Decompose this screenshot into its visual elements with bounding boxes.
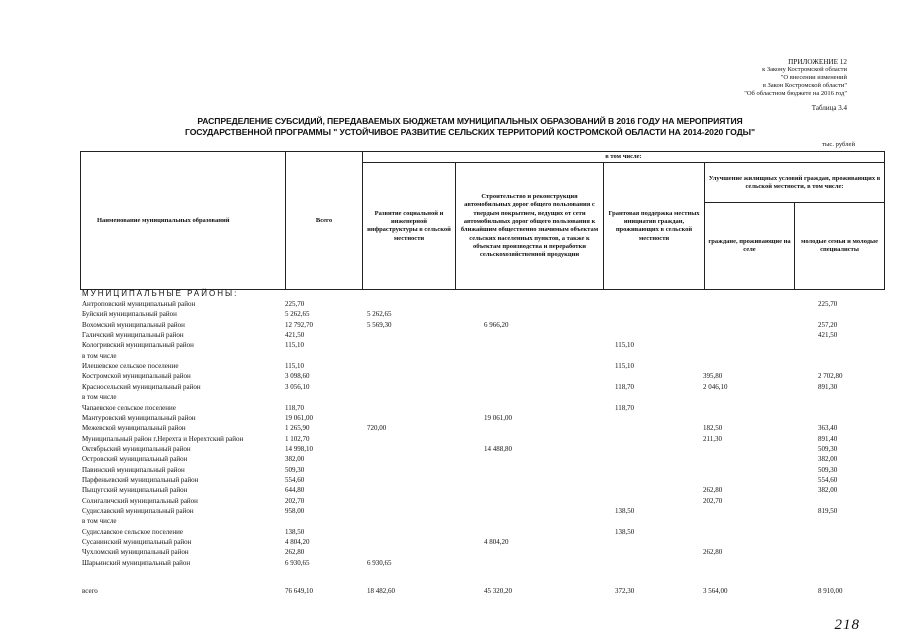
appendix-block bbox=[744, 58, 847, 98]
table-row bbox=[0, 497, 905, 507]
title-line-2: ГОСУДАРСТВЕННОЙ ПРОГРАММЫ " УСТОЙЧИВОЕ РАЗВИТИЕ СЕЛЬСКИХ ТЕРРИТОРИЙ КОСТРОМСКОЙ ОБЛАСТИ НА 2014-2020 ГОДЫ" bbox=[185, 127, 755, 137]
cell-total: 19 061,00 bbox=[285, 413, 313, 422]
table-row bbox=[0, 445, 905, 455]
cell-total: 115,10 bbox=[285, 341, 304, 350]
table-row bbox=[0, 548, 905, 558]
cell-d: 395,80 bbox=[703, 372, 723, 381]
cell-name: Муниципальный район г.Нерехта и Нерехтский район bbox=[82, 434, 244, 443]
cell-e: 891,40 bbox=[818, 434, 838, 443]
total-cell-e: 8 910,00 bbox=[818, 587, 843, 595]
table-row bbox=[0, 383, 905, 393]
header-name: Наименование муниципальных образований bbox=[81, 152, 286, 290]
table-row bbox=[0, 414, 905, 424]
document-title bbox=[150, 116, 790, 138]
cell-e: 509,30 bbox=[818, 465, 838, 474]
cell-total: 14 998,10 bbox=[285, 444, 313, 453]
cell-e: 554,60 bbox=[818, 475, 838, 484]
cell-total: 202,70 bbox=[285, 496, 305, 505]
totals-row bbox=[0, 587, 905, 597]
total-cell-d: 3 564,00 bbox=[703, 587, 728, 595]
cell-c: 118,70 bbox=[615, 382, 634, 391]
header-young: молодые семьи и молодые специалисты bbox=[795, 203, 885, 290]
appendix-line: в Закон Костромской области" bbox=[762, 82, 847, 89]
cell-b: 19 061,00 bbox=[484, 413, 512, 422]
appendix-line: ПРИЛОЖЕНИЕ 12 bbox=[788, 58, 847, 66]
cell-e: 2 702,80 bbox=[818, 372, 843, 381]
cell-a: 6 930,65 bbox=[367, 558, 392, 567]
cell-total: 138,50 bbox=[285, 527, 305, 536]
table-row bbox=[0, 321, 905, 331]
table-row bbox=[0, 352, 905, 362]
table-row bbox=[0, 404, 905, 414]
cell-a: 5 569,30 bbox=[367, 320, 392, 329]
cell-e: 363,40 bbox=[818, 424, 838, 433]
cell-d: 182,50 bbox=[703, 424, 723, 433]
table-row bbox=[0, 466, 905, 476]
total-cell-b: 45 320,20 bbox=[484, 587, 512, 595]
table-row bbox=[0, 362, 905, 372]
cell-total: 225,70 bbox=[285, 300, 305, 308]
header-social: Развитие социальной и инженерной инфраструктуры в сельской местности bbox=[363, 163, 456, 290]
table-row bbox=[0, 372, 905, 382]
cell-e: 891,30 bbox=[818, 382, 838, 391]
page-number: 218 bbox=[834, 617, 860, 633]
header-roads: Строительство и реконструкция автомобильных дорог общего пользования с твердым покрытием, ведущих от сети автомобильных дорог общего пользования к ближайшим общественно значимым объектам сельских населенных пунктов, а также к объектам производства и переработки сельскохозяйственной продукции bbox=[456, 163, 604, 290]
title-line-1: РАСПРЕДЕЛЕНИЕ СУБСИДИЙ, ПЕРЕДАВАЕМЫХ БЮДЖЕТАМ МУНИЦИПАЛЬНЫХ ОБРАЗОВАНИЙ В 2016 ГОДУ НА МЕРОПРИЯТИЯ bbox=[197, 116, 743, 126]
cell-d: 211,30 bbox=[703, 434, 722, 443]
table-row bbox=[0, 300, 905, 310]
table-row bbox=[0, 435, 905, 445]
cell-name: Костромской муниципальный район bbox=[82, 372, 191, 381]
cell-e: 421,50 bbox=[818, 331, 838, 340]
cell-total: 3 098,60 bbox=[285, 372, 310, 381]
cell-b: 6 966,20 bbox=[484, 320, 509, 329]
cell-name: Мантуровский муниципальный район bbox=[82, 413, 196, 422]
cell-name: Сусанинский муниципальный район bbox=[82, 538, 192, 547]
cell-name: Судиславский муниципальный район bbox=[82, 507, 194, 515]
cell-total: 958,00 bbox=[285, 507, 305, 515]
cell-total: 5 262,65 bbox=[285, 310, 310, 319]
cell-e: 225,70 bbox=[818, 300, 838, 308]
cell-total: 1 265,90 bbox=[285, 424, 310, 433]
cell-name: Галичский муниципальный район bbox=[82, 331, 184, 340]
cell-c: 138,50 bbox=[615, 507, 635, 515]
header-citizens: граждане, проживающие на селе bbox=[705, 203, 795, 290]
cell-name: Межевской муниципальный район bbox=[82, 424, 186, 433]
cell-name: Буйский муниципальный район bbox=[82, 310, 177, 319]
cell-e: 382,00 bbox=[818, 455, 838, 464]
cell-total: 421,50 bbox=[285, 331, 305, 340]
table-row bbox=[0, 486, 905, 496]
cell-e: 382,00 bbox=[818, 486, 838, 495]
cell-name: Красносельский муниципальный район bbox=[82, 382, 201, 391]
cell-name: Кологривский муниципальный район bbox=[82, 341, 194, 350]
cell-b: 14 488,80 bbox=[484, 444, 512, 453]
cell-name: в том числе bbox=[82, 393, 117, 402]
cell-name: Шарьинский муниципальный район bbox=[82, 558, 191, 567]
table-row bbox=[0, 476, 905, 486]
cell-total: 12 792,70 bbox=[285, 320, 313, 329]
total-cell-a: 18 482,60 bbox=[367, 587, 395, 595]
cell-name: Парфеньевский муниципальный район bbox=[82, 475, 199, 484]
table-row bbox=[0, 393, 905, 403]
cell-name: Чапаевское сельское поселение bbox=[82, 403, 176, 412]
table-row bbox=[0, 559, 905, 569]
cell-c: 138,50 bbox=[615, 527, 635, 536]
cell-name: Судиславское сельское поселение bbox=[82, 527, 183, 536]
cell-d: 202,70 bbox=[703, 496, 723, 505]
table-number: Таблица 3.4 bbox=[811, 104, 847, 112]
table-row bbox=[0, 538, 905, 548]
total-cell-name: всего bbox=[82, 587, 98, 595]
cell-c: 118,70 bbox=[615, 403, 634, 412]
cell-name: Вохомский муниципальный район bbox=[82, 320, 185, 329]
table-row bbox=[0, 455, 905, 465]
table-row bbox=[0, 341, 905, 351]
cell-d: 262,80 bbox=[703, 486, 723, 495]
header-including: в том числе: bbox=[363, 152, 885, 163]
total-cell-c: 372,30 bbox=[615, 587, 635, 595]
table-header bbox=[80, 151, 885, 290]
cell-total: 1 102,70 bbox=[285, 434, 310, 443]
cell-total: 115,10 bbox=[285, 362, 304, 371]
cell-c: 115,10 bbox=[615, 362, 634, 371]
table-row bbox=[0, 310, 905, 320]
cell-name: Чухломский муниципальный район bbox=[82, 548, 189, 557]
cell-d: 262,80 bbox=[703, 548, 723, 557]
units-label: тыс. рублей bbox=[822, 141, 855, 148]
cell-name: Антроповский муниципальный район bbox=[82, 300, 196, 308]
table-row bbox=[0, 424, 905, 434]
table-row bbox=[0, 507, 905, 517]
cell-total: 118,70 bbox=[285, 403, 304, 412]
cell-total: 262,80 bbox=[285, 548, 305, 557]
cell-c: 115,10 bbox=[615, 341, 634, 350]
table-row bbox=[0, 517, 905, 527]
header-housing: Улучшение жилищных условий граждан, проживающих в сельской местности, в том числе: bbox=[705, 163, 885, 203]
cell-name: Октябрьский муниципальный район bbox=[82, 444, 191, 453]
cell-name: Солигаличский муниципальный район bbox=[82, 496, 198, 505]
cell-total: 554,60 bbox=[285, 475, 305, 484]
cell-total: 509,30 bbox=[285, 465, 305, 474]
cell-name: Павинский муниципальный район bbox=[82, 465, 185, 474]
table-row bbox=[0, 528, 905, 538]
header-grant: Грантовая поддержка местных инициатив граждан, проживающих в сельской местности bbox=[604, 163, 705, 290]
cell-total: 4 804,20 bbox=[285, 538, 310, 547]
cell-total: 6 930,65 bbox=[285, 558, 310, 567]
total-cell-total: 76 649,10 bbox=[285, 587, 313, 595]
section-title: МУНИЦИПАЛЬНЫЕ РАЙОНЫ: bbox=[82, 289, 239, 298]
cell-e: 819,50 bbox=[818, 507, 838, 515]
cell-name: Пыщугский муниципальный район bbox=[82, 486, 188, 495]
appendix-line: к Закону Костромской области bbox=[762, 66, 847, 73]
cell-total: 382,00 bbox=[285, 455, 305, 464]
table-row bbox=[0, 331, 905, 341]
cell-e: 509,30 bbox=[818, 444, 838, 453]
appendix-line: "Об областном бюджете на 2016 год" bbox=[744, 90, 847, 97]
appendix-line: "О внесении изменений bbox=[780, 74, 847, 81]
cell-name: Островский муниципальный район bbox=[82, 455, 188, 464]
cell-name: в том числе bbox=[82, 351, 117, 360]
cell-total: 644,80 bbox=[285, 486, 305, 495]
cell-e: 257,20 bbox=[818, 320, 838, 329]
cell-b: 4 804,20 bbox=[484, 538, 509, 547]
cell-a: 5 262,65 bbox=[367, 310, 392, 319]
cell-name: в том числе bbox=[82, 517, 117, 526]
header-total: Всего bbox=[286, 152, 363, 290]
cell-total: 3 056,10 bbox=[285, 382, 310, 391]
cell-a: 720,00 bbox=[367, 424, 387, 433]
cell-name: Илешевское сельское поселение bbox=[82, 362, 179, 371]
cell-d: 2 046,10 bbox=[703, 382, 728, 391]
